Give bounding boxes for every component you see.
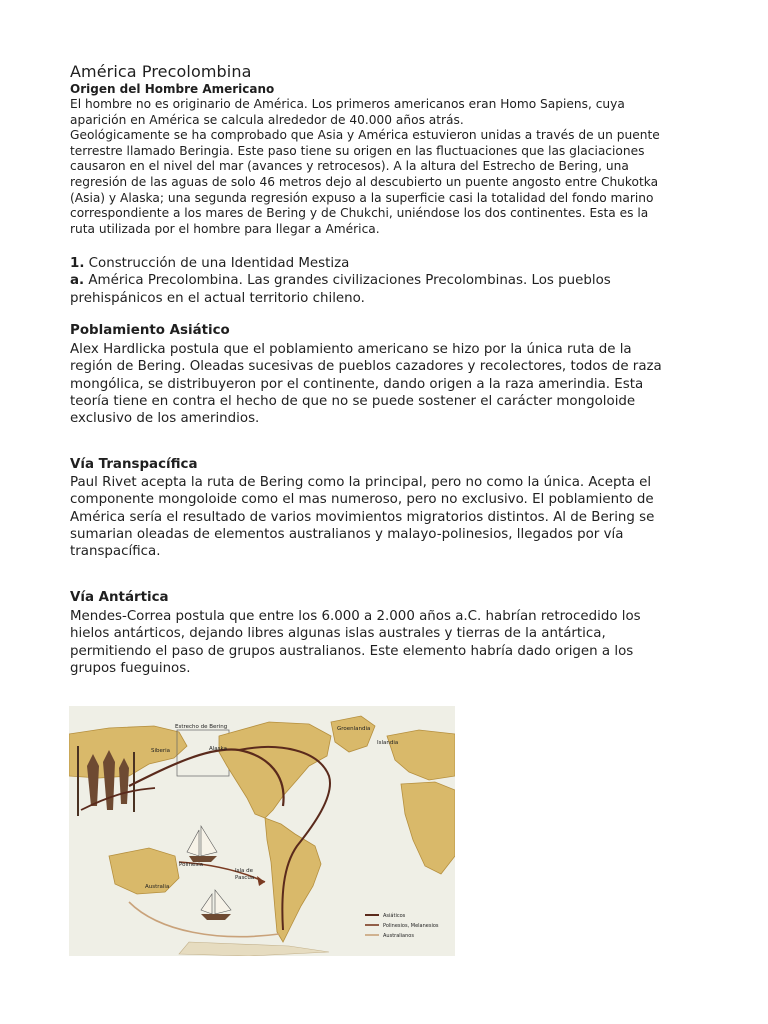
legend-asiaticos: Asiáticos	[383, 913, 406, 919]
section-body-antartica	[70, 608, 641, 677]
intro-line: causaron en el nivel del mar (avances y retrocesos). A la altura del Estrecho de Bering, una	[70, 159, 629, 174]
intro-paragraph	[70, 97, 660, 237]
label-alaska: Alaska	[209, 746, 227, 752]
section-body-transpacifica	[70, 474, 654, 560]
paragraph-line: teoría tiene en contra el hecho de que no se puede sostener el carácter mongoloide	[70, 393, 636, 409]
paragraph-line: exclusivo de los amerindios.	[70, 411, 260, 427]
paragraph-line: Paul Rivet acepta la ruta de Bering como la principal, pero no como la única. Acepta el	[70, 475, 652, 490]
paragraph-line: transpacífica.	[70, 544, 161, 560]
list-item-letter: a.	[70, 273, 85, 289]
page-title: América Precolombina	[70, 62, 252, 81]
page-subtitle: Origen del Hombre Americano	[70, 82, 275, 96]
intro-line: aparición en América se calcula alrededor de 40.000 años atrás.	[70, 112, 464, 127]
list-item-1	[70, 255, 611, 272]
label-isla-de: Isla de	[235, 868, 254, 874]
paragraph-line: mongólica, se distribuyeron por el continente, dando origen a la raza amerindia. Esta	[70, 376, 644, 392]
paragraph-line: permitiendo el paso de grupos australianos. Este elemento habría dado origen a los	[70, 643, 634, 659]
intro-line: regresión de las aguas de solo 46 metros dejo al descubierto un puente angosto entre Chukotka	[70, 174, 659, 189]
paragraph-line: sumarian oleadas de elementos australianos y malayo-polinesios, llegados por vía	[70, 526, 624, 542]
paragraph-line: componente mongoloide como el mas numeroso, pero no exclusivo. El poblamiento de	[70, 492, 654, 508]
intro-line: terrestre llamado Beringia. Este paso tiene su origen en las fluctuaciones que las glaciaciones	[70, 143, 645, 158]
label-islandia: Islandia	[377, 740, 399, 746]
label-groenlandia: Groenlandia	[337, 726, 371, 732]
intro-line: Geológicamente se ha comprobado que Asia y América estuvieron unidas a través de un puente	[70, 128, 660, 143]
section-heading-antartica: Vía Antártica	[70, 590, 169, 605]
legend-australianos: Australianos	[383, 933, 414, 939]
migration-map	[69, 706, 455, 956]
paragraph-line: grupos fueguinos.	[70, 660, 191, 676]
paragraph-line: hielos antárticos, dejando libres algunas islas australes y tierras de la antártica,	[70, 626, 606, 642]
paragraph-line: América sería el resultado de varios movimientos migratorios distintos. Al de Bering se	[70, 509, 655, 525]
intro-line: ruta utilizada por el hombre para llegar a América.	[70, 221, 380, 236]
paragraph-line: Alex Hardlicka postula que el poblamiento americano se hizo por la única ruta de la	[70, 342, 632, 357]
intro-line: El hombre no es originario de América. Los primeros americanos eran Homo Sapiens, cuya	[70, 97, 625, 111]
list-item-a-continued: prehispánicos en el actual territorio chileno.	[70, 290, 365, 306]
label-polinesia: Polinesia	[179, 862, 204, 868]
list-item-number: 1.	[70, 256, 85, 271]
intro-line: (Asia) y Alaska; una segunda regresión expuso a la superficie casi la totalidad del fondo marino	[70, 190, 654, 205]
section-body-asiatico	[70, 341, 662, 427]
list-item-text: América Precolombina. Las grandes civilizaciones Precolombinas. Los pueblos	[84, 273, 611, 289]
world-map-illustration	[69, 706, 455, 956]
list-item-a	[70, 272, 611, 289]
numbered-list	[70, 255, 611, 307]
paragraph-line: región de Bering. Oleadas sucesivas de pueblos cazadores y recolectores, todos de raza	[70, 359, 662, 375]
section-heading-asiatico: Poblamiento Asiático	[70, 323, 230, 338]
legend-polinesios: Polinesios, Melanesios	[383, 923, 439, 929]
intro-line: correspondiente a los mares de Bering y de Chukchi, uniéndose los dos continentes. Esta es la	[70, 206, 649, 221]
list-item-text: Construcción de una Identidad Mestiza	[84, 256, 350, 271]
section-heading-transpacifica: Vía Transpacífica	[70, 457, 198, 472]
label-estrecho: Estrecho de Bering	[175, 724, 228, 730]
label-australia: Australia	[145, 884, 170, 890]
label-siberia: Siberia	[151, 748, 171, 754]
paragraph-line: Mendes-Correa postula que entre los 6.000 a 2.000 años a.C. habrían retrocedido los	[70, 609, 641, 624]
label-pascua: Pascua	[235, 875, 255, 881]
